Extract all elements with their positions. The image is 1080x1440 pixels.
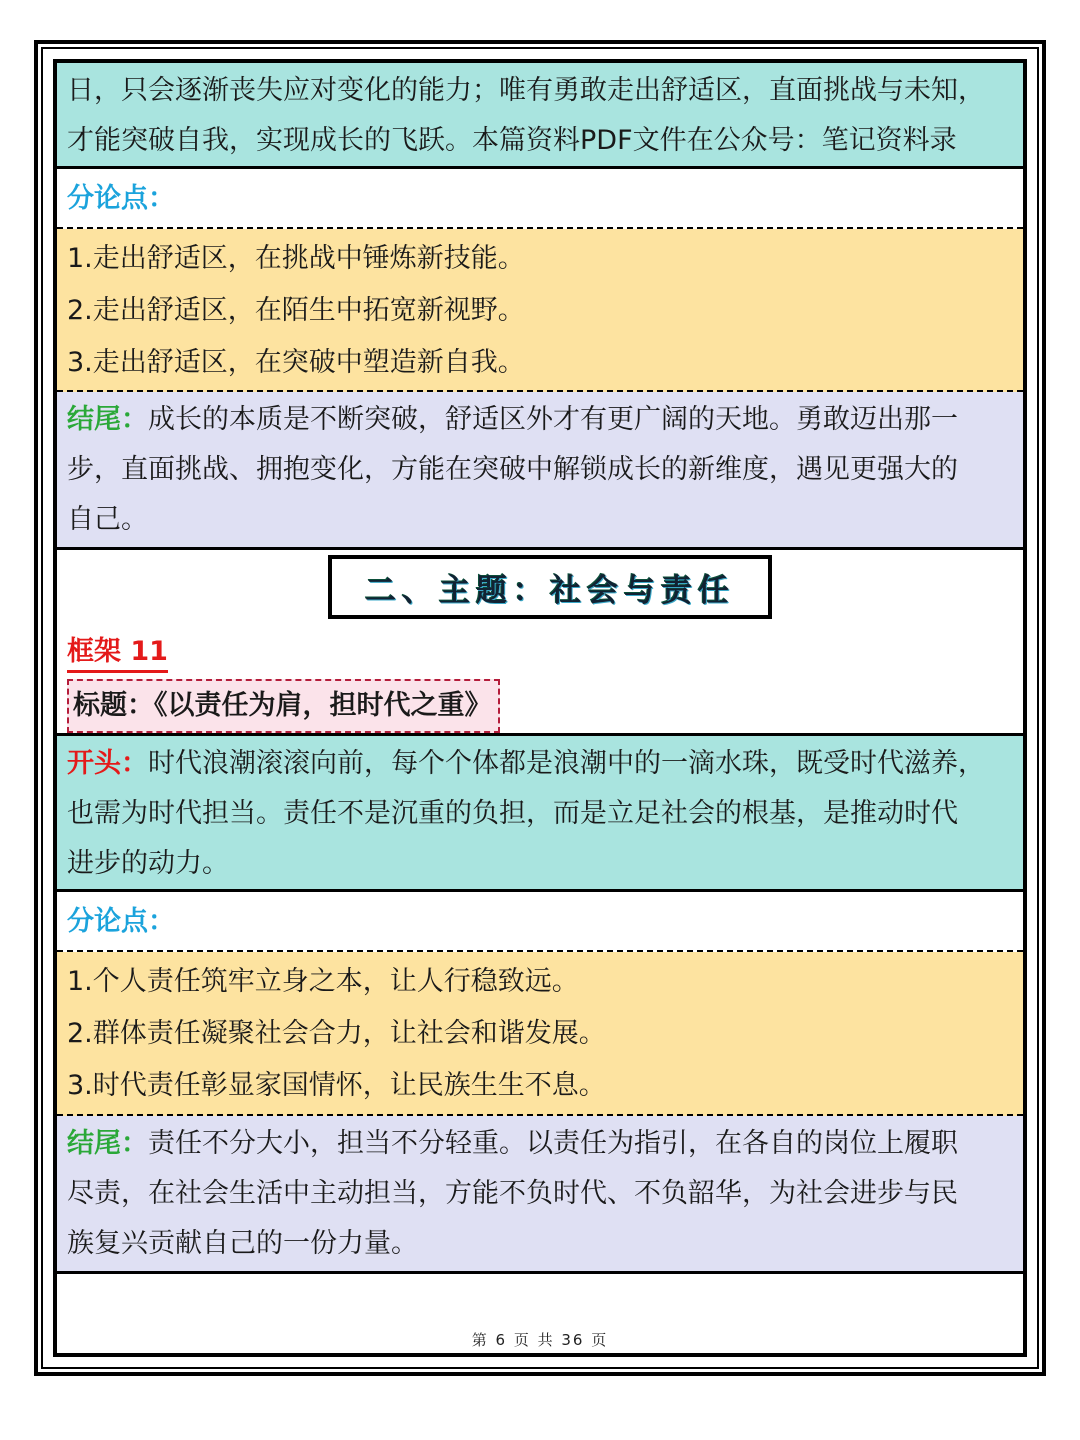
- sub-point-item: 1.走出舒适区，在挑战中锤炼新技能。: [67, 243, 525, 274]
- sub-point-item: 2.走出舒适区，在陌生中拓宽新视野。: [67, 295, 525, 326]
- sub-points-list-1: [57, 229, 1023, 392]
- page-content: [57, 63, 1023, 1353]
- ending-line: 尽责，在社会生活中主动担当，方能不负时代、不负韶华，为社会进步与民: [67, 1178, 958, 1209]
- opening-line: 进步的动力。: [67, 848, 229, 879]
- opening-label: 开头：: [67, 748, 148, 779]
- sub-point-item: 1.个人责任筑牢立身之本，让人行稳致远。: [67, 966, 579, 997]
- opening-text: 时代浪潮滚滚向前，每个个体都是浪潮中的一滴水珠，既受时代滋养，: [148, 748, 985, 779]
- ending-line: 自己。: [67, 504, 148, 535]
- intro-tail-section: [57, 63, 1023, 169]
- ending-text: 责任不分大小，担当不分轻重。以责任为指引，在各自的岗位上履职: [148, 1128, 958, 1159]
- intro-line: 日，只会逐渐丧失应对变化的能力；唯有勇敢走出舒适区，直面挑战与未知，: [67, 75, 985, 106]
- sub-point-item: 3.时代责任彰显家国情怀，让民族生生不息。: [67, 1070, 606, 1101]
- ending-line: [67, 1119, 1013, 1169]
- sub-points-label: 分论点：: [67, 906, 175, 937]
- sub-points-label: 分论点：: [67, 183, 175, 214]
- sub-point-item: 3.走出舒适区，在突破中塑造新自我。: [67, 347, 525, 378]
- page-footer: 第 6 页 共 36 页: [471, 1331, 609, 1349]
- sub-points-header-1: [57, 169, 1023, 229]
- theme-section: [57, 550, 1023, 736]
- theme-heading: 二、主题：社会与责任: [328, 555, 772, 619]
- opening-section: [57, 736, 1023, 892]
- sub-points-header-2: [57, 892, 1023, 952]
- framework-label: 框架 11: [67, 634, 168, 673]
- ending-line: 步，直面挑战、拥抱变化，方能在突破中解锁成长的新维度，遇见更强大的: [67, 454, 958, 485]
- essay-title: 标题：《以责任为肩，担时代之重》: [67, 679, 500, 733]
- ending-section-2: [57, 1116, 1023, 1274]
- ending-label: 结尾：: [67, 404, 148, 435]
- ending-section-1: [57, 392, 1023, 550]
- sub-points-list-2: [57, 952, 1023, 1116]
- sub-point-item: 2.群体责任凝聚社会合力，让社会和谐发展。: [67, 1018, 606, 1049]
- opening-line: 也需为时代担当。责任不是沉重的负担，而是立足社会的根基，是推动时代: [67, 798, 958, 829]
- ending-label: 结尾：: [67, 1128, 148, 1159]
- ending-line: [67, 395, 1013, 445]
- ending-line: 族复兴贡献自己的一份力量。: [67, 1228, 418, 1259]
- intro-line: 才能突破自我，实现成长的飞跃。本篇资料PDF文件在公众号：笔记资料录: [67, 125, 957, 156]
- opening-line: [67, 739, 1013, 789]
- ending-text: 成长的本质是不断突破，舒适区外才有更广阔的天地。勇敢迈出那一: [148, 404, 958, 435]
- theme-heading-wrap: [67, 550, 1013, 622]
